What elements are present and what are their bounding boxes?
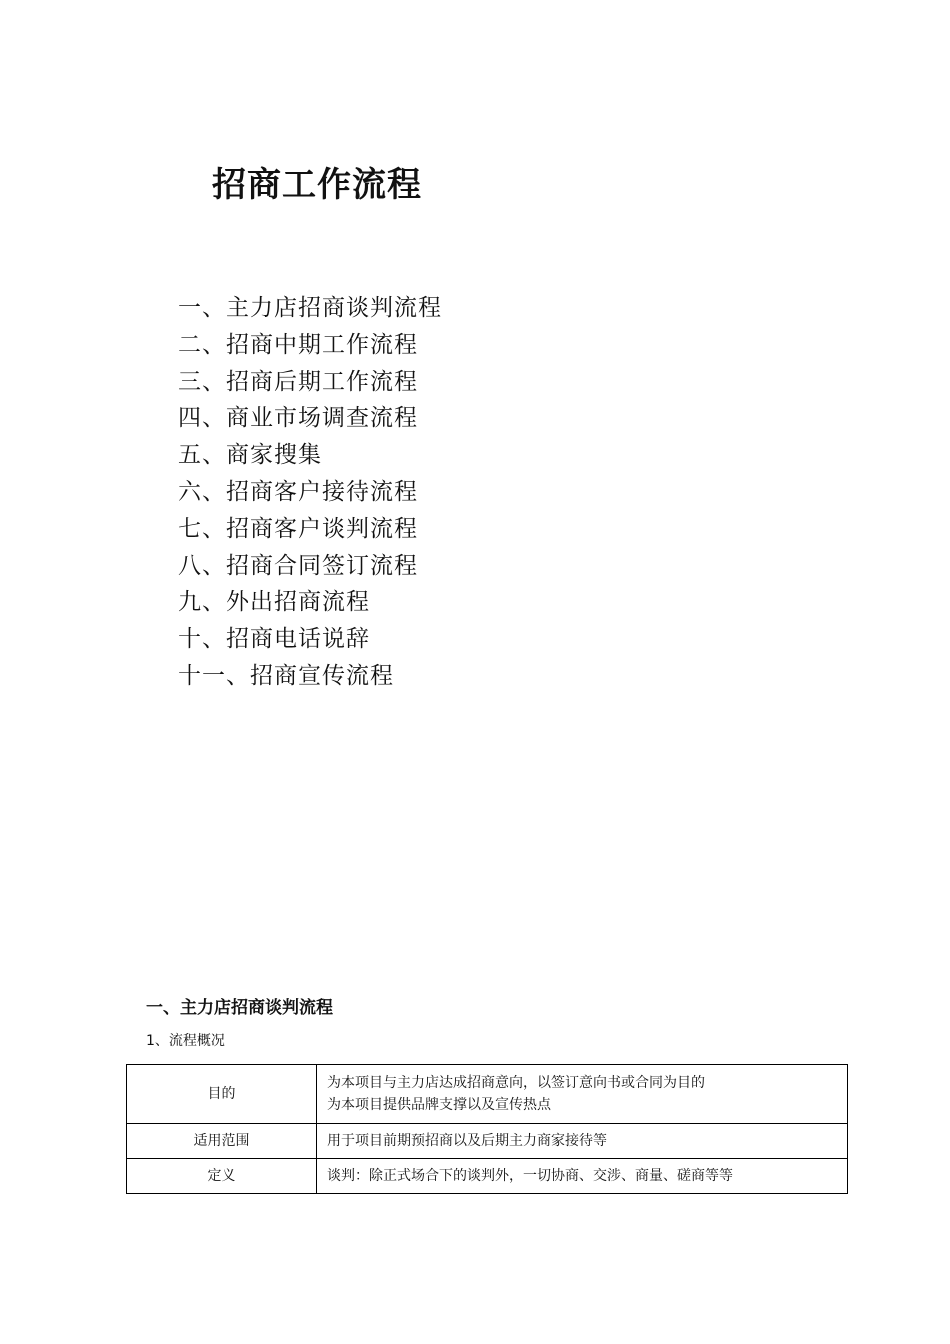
table-of-contents bbox=[178, 290, 442, 695]
row-value-purpose bbox=[317, 1065, 848, 1124]
purpose-line: 为本项目与主力店达成招商意向，以签订意向书或合同为目的 bbox=[327, 1075, 705, 1091]
toc-item: 二、招商中期工作流程 bbox=[178, 331, 418, 358]
toc-item: 四、商业市场调查流程 bbox=[178, 405, 418, 432]
toc-item: 五、商家搜集 bbox=[178, 442, 322, 469]
process-overview-table bbox=[126, 1064, 848, 1194]
row-label-purpose: 目的 bbox=[127, 1065, 317, 1124]
toc-item: 九、外出招商流程 bbox=[178, 589, 370, 616]
row-label-definition: 定义 bbox=[127, 1159, 317, 1194]
table-row bbox=[127, 1065, 848, 1124]
toc-item: 六、招商客户接待流程 bbox=[178, 478, 418, 505]
row-label-scope: 适用范围 bbox=[127, 1124, 317, 1159]
purpose-line: 为本项目提供品牌支撑以及宣传热点 bbox=[327, 1097, 551, 1113]
table-row bbox=[127, 1159, 848, 1194]
toc-item: 十、招商电话说辞 bbox=[178, 626, 370, 653]
toc-item: 七、招商客户谈判流程 bbox=[178, 515, 418, 542]
toc-item: 一、主力店招商谈判流程 bbox=[178, 295, 442, 321]
scope-line: 用于项目前期预招商以及后期主力商家接待等 bbox=[327, 1133, 607, 1149]
toc-item: 十一、招商宣传流程 bbox=[178, 662, 394, 689]
toc-item: 三、招商后期工作流程 bbox=[178, 368, 418, 395]
row-value-scope bbox=[317, 1124, 848, 1159]
document-title: 招商工作流程 bbox=[212, 165, 422, 205]
table-row bbox=[127, 1124, 848, 1159]
definition-line: 谈判：除正式场合下的谈判外，一切协商、交涉、商量、磋商等等 bbox=[327, 1168, 733, 1184]
sub-heading: 1、流程概况 bbox=[146, 1033, 225, 1049]
toc-item: 八、招商合同签订流程 bbox=[178, 552, 418, 579]
row-value-definition bbox=[317, 1159, 848, 1194]
section-heading: 一、主力店招商谈判流程 bbox=[146, 998, 333, 1018]
